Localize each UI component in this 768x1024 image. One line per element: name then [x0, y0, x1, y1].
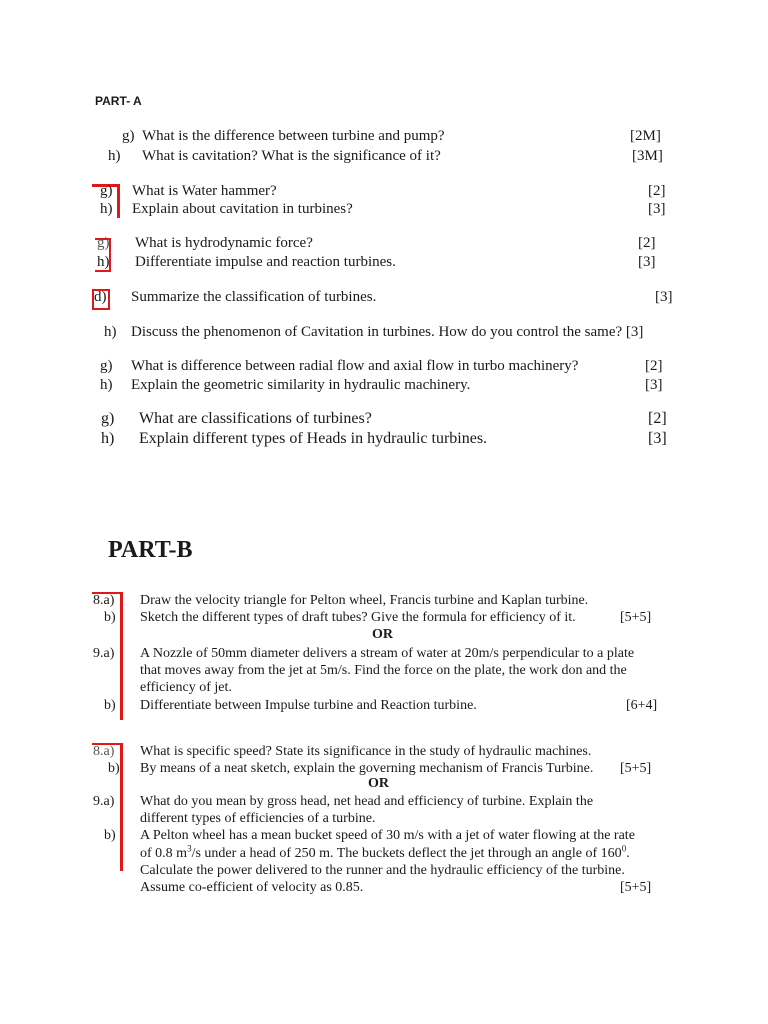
question-label: g)	[122, 128, 135, 144]
question-text: Draw the velocity triangle for Pelton wheel, Francis turbine and Kaplan turbine.	[140, 593, 589, 608]
question-marks: [6+4]	[626, 698, 658, 713]
or-divider: OR	[372, 627, 393, 642]
question-marks: [3]	[655, 289, 673, 305]
question-label: 8.a)	[93, 744, 115, 759]
question-label: h)	[100, 201, 113, 217]
question-label: b)	[104, 698, 116, 713]
question-marks: [3M]	[632, 148, 663, 164]
question-text: Explain the geometric similarity in hydraulic machinery.	[131, 377, 471, 393]
question-label: d)	[94, 289, 107, 305]
question-marks: [3]	[645, 377, 663, 393]
question-text: Sketch the different types of draft tubes? Give the formula for efficiency of it.	[140, 610, 576, 625]
question-marks: [2M]	[630, 128, 661, 144]
question-text: What is difference between radial flow and axial flow in turbo machinery?	[131, 358, 579, 374]
question-label: g)	[101, 410, 115, 427]
question-text: What is Water hammer?	[132, 183, 277, 199]
question-label: 9.a)	[93, 646, 115, 661]
question-label: b)	[104, 828, 116, 843]
question-marks: [3]	[638, 254, 656, 270]
text-fragment: of 0.8 m	[140, 846, 188, 861]
question-label: h)	[101, 430, 115, 447]
red-annotation-mark	[117, 184, 120, 218]
question-label: g)	[100, 183, 113, 199]
question-label: b)	[108, 761, 120, 776]
question-label: h)	[97, 254, 110, 270]
question-text: Explain different types of Heads in hydraulic turbines.	[139, 430, 488, 447]
question-marks: [3]	[648, 430, 667, 447]
question-marks: [2]	[648, 183, 666, 199]
question-text	[140, 845, 630, 862]
question-label: b)	[104, 610, 116, 625]
question-text: Summarize the classification of turbines.	[131, 289, 377, 305]
text-fragment: .	[626, 846, 630, 861]
question-label: h)	[108, 148, 121, 164]
question-text: Differentiate impulse and reaction turbines.	[135, 254, 396, 270]
question-label: h)	[100, 377, 113, 393]
question-text: What do you mean by gross head, net head and efficiency of turbine. Explain the	[140, 794, 594, 809]
superscript: 3	[187, 843, 192, 854]
question-label: g)	[100, 358, 113, 374]
question-label: 9.a)	[93, 794, 115, 809]
question-marks: [2]	[638, 235, 656, 251]
question-label: g)	[97, 235, 110, 251]
part-a-title: PART- A	[95, 94, 142, 108]
question-marks: [2]	[648, 410, 667, 427]
question-text: Discuss the phenomenon of Cavitation in turbines. How do you control the same? [3]	[131, 324, 644, 340]
question-text: Explain about cavitation in turbines?	[132, 201, 353, 217]
red-annotation-mark	[120, 743, 123, 871]
or-divider: OR	[368, 776, 389, 791]
part-b-title: PART-B	[108, 537, 193, 563]
question-marks: [2]	[645, 358, 663, 374]
question-text: that moves away from the jet at 5m/s. Find the force on the plate, the work don and the	[140, 663, 627, 678]
question-text: What is the difference between turbine and pump?	[142, 128, 445, 144]
superscript: 0	[621, 843, 627, 854]
question-text: efficiency of jet.	[140, 680, 232, 695]
question-text: What is hydrodynamic force?	[135, 235, 313, 251]
question-label: h)	[104, 324, 117, 340]
question-marks: [5+5]	[620, 880, 652, 895]
question-text: A Pelton wheel has a mean bucket speed of 30 m/s with a jet of water flowing at the rate	[140, 828, 635, 843]
question-text: What is specific speed? State its significance in the study of hydraulic machines.	[140, 744, 592, 759]
question-text: A Nozzle of 50mm diameter delivers a stream of water at 20m/s perpendicular to a plate	[140, 646, 635, 661]
question-marks: [5+5]	[620, 761, 652, 776]
question-text: Differentiate between Impulse turbine and Reaction turbine.	[140, 698, 477, 713]
question-label: 8.a)	[93, 593, 115, 608]
text-fragment: /s under a head of 250 m. The buckets deflect the jet through an angle of 160	[191, 846, 622, 861]
question-text: By means of a neat sketch, explain the governing mechanism of Francis Turbine.	[140, 761, 594, 776]
question-text: What is cavitation? What is the significance of it?	[142, 148, 441, 164]
question-marks: [5+5]	[620, 610, 652, 625]
question-text: Calculate the power delivered to the runner and the hydraulic efficiency of the turbine.	[140, 863, 625, 878]
question-text: What are classifications of turbines?	[139, 410, 372, 427]
question-text: different types of efficiencies of a turbine.	[140, 811, 376, 826]
question-text: Assume co-efficient of velocity as 0.85.	[140, 880, 364, 895]
red-annotation-mark	[120, 592, 123, 720]
question-marks: [3]	[648, 201, 666, 217]
